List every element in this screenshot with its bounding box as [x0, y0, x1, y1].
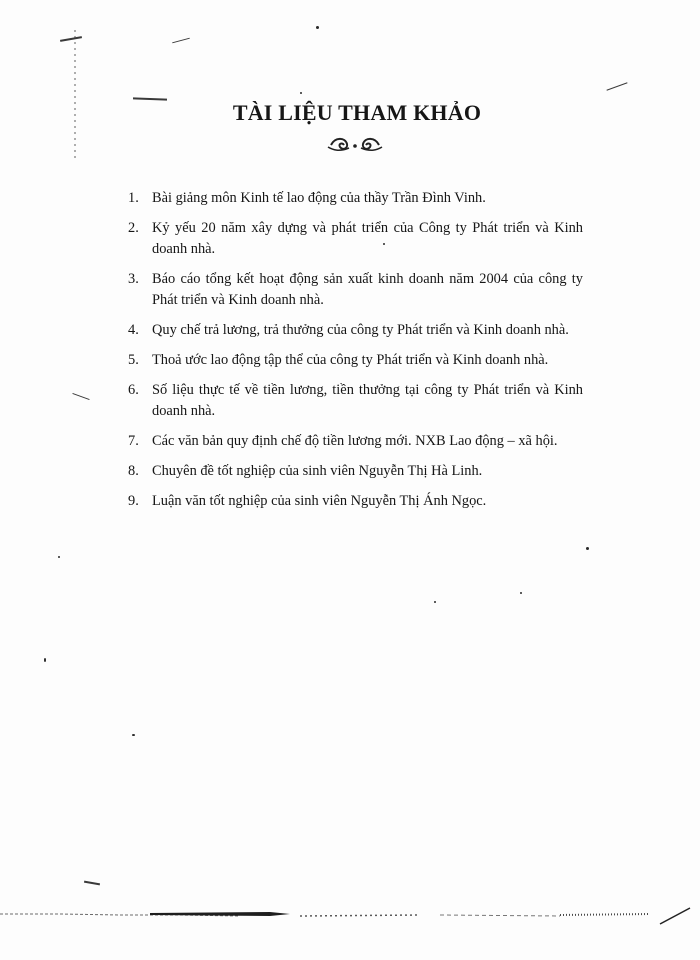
list-item-text: Số liệu thực tế về tiền lương, tiền thưởng tại công ty Phát triển và Kinh doanh nhà.	[152, 382, 583, 419]
list-item-text: Báo cáo tổng kết hoạt động sản xuất kinh doanh năm 2004 của công ty Phát triển và Kinh doanh nhà.	[152, 271, 583, 308]
list-item-text: Quy chế trả lương, trả thưởng của công ty Phát triển và Kinh doanh nhà.	[152, 322, 569, 338]
scan-edge-noise	[0, 906, 700, 926]
page-title-text: TÀI LIỆU THAM KHẢO	[232, 100, 482, 125]
list-item-text: Thoả ước lao động tập thể của công ty Phát triển và Kinh doanh nhà.	[152, 352, 549, 368]
list-item-number: 3.	[128, 271, 139, 287]
scan-mark	[172, 38, 190, 44]
scan-mark	[72, 393, 89, 400]
list-item-number: 6.	[128, 382, 139, 398]
list-item	[128, 431, 583, 452]
scan-speck	[132, 734, 135, 736]
list-item-text: Bài giảng môn Kinh tế lao động của thầy Trần Đình Vinh.	[152, 190, 486, 206]
scan-mark	[60, 36, 82, 42]
list-item	[128, 320, 583, 341]
scan-speck	[300, 92, 302, 94]
list-item	[128, 491, 583, 512]
scan-speck	[58, 556, 60, 558]
scan-speck	[434, 601, 436, 603]
list-item	[128, 188, 583, 209]
list-item	[128, 461, 583, 482]
list-item	[128, 269, 583, 311]
list-item-number: 9.	[128, 493, 139, 509]
list-item-text: Chuyên đề tốt nghiệp của sinh viên Nguyễn Thị Hà Linh.	[152, 463, 483, 479]
list-item-number: 8.	[128, 463, 139, 479]
binding-holes	[74, 30, 76, 160]
list-item	[128, 380, 583, 422]
list-item-number: 2.	[128, 220, 139, 236]
list-item	[128, 218, 583, 260]
scan-speck	[316, 26, 319, 29]
reference-list	[128, 188, 583, 521]
scan-mark	[606, 82, 627, 90]
scan-speck	[586, 547, 589, 550]
floral-ornament-icon	[325, 134, 385, 156]
scan-speck	[520, 592, 522, 594]
list-item	[128, 350, 583, 371]
list-item-number: 7.	[128, 433, 139, 449]
page-title	[0, 100, 700, 126]
scan-speck	[44, 658, 46, 662]
list-item-number: 1.	[128, 190, 139, 206]
list-item-text: Các văn bản quy định chế độ tiền lương mới. NXB Lao động – xã hội.	[152, 433, 558, 449]
list-item-text: Luận văn tốt nghiệp của sinh viên Nguyễn Thị Ánh Ngọc.	[152, 493, 487, 509]
list-item-number: 5.	[128, 352, 139, 368]
list-item-number: 4.	[128, 322, 139, 338]
list-item-text: Kỷ yếu 20 năm xây dựng và phát triển của Công ty Phát triển và Kinh doanh nhà.	[152, 220, 583, 257]
scan-mark	[84, 881, 100, 886]
